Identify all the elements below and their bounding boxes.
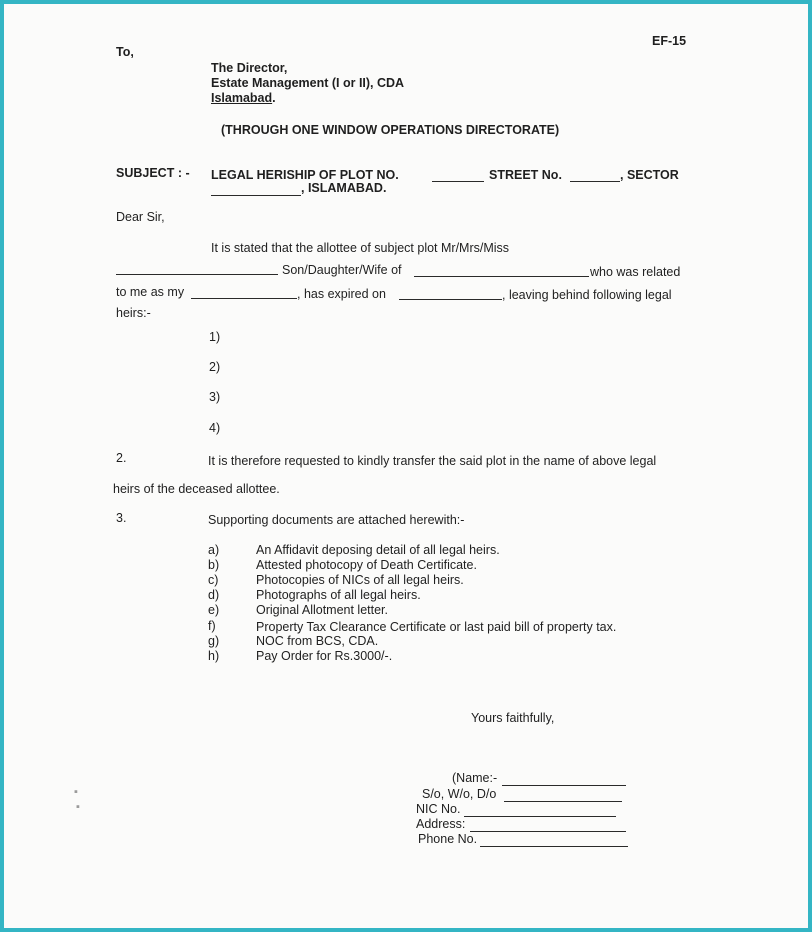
signature-address-label: Address: [416,817,466,831]
para1-line-4: heirs:- [116,306,151,320]
heir-3: 3) [209,390,221,404]
signature-address-blank [470,831,626,832]
to-label: To, [116,45,134,59]
parent-name-blank [414,276,589,277]
subject-line-1a: LEGAL HERISHIP OF PLOT NO. [211,168,399,182]
form-code: EF-15 [652,34,687,48]
heir-1: 1) [209,330,221,344]
doc-b-letter: b) [208,558,220,572]
doc-h-text: Pay Order for Rs.3000/-. [256,649,393,663]
para3-line-1: Supporting documents are attached herewith:- [208,513,465,527]
para1-line-3c: , leaving behind following legal [502,288,672,302]
doc-h-letter: h) [208,649,220,663]
para2-line-1: It is therefore requested to kindly transfer the said plot in the name of above legal [208,454,657,468]
doc-a-letter: a) [208,543,220,557]
para1-line-1: It is stated that the allottee of subject plot Mr/Mrs/Miss [211,241,510,255]
plot-no-blank [432,181,484,182]
para1-line-3b: , has expired on [297,287,386,301]
para2-number: 2. [116,451,127,465]
doc-c-text: Photocopies of NICs of all legal heirs. [256,573,464,587]
document-page [4,4,808,928]
doc-f-text: Property Tax Clearance Certificate or last paid bill of property tax. [256,620,617,634]
doc-g-letter: g) [208,634,220,648]
heir-2: 2) [209,360,221,374]
closing: Yours faithfully, [471,711,555,725]
doc-g-text: NOC from BCS, CDA. [256,634,379,648]
signature-phone-blank [480,846,628,847]
allottee-name-blank [116,274,278,275]
signature-phone-label: Phone No. [418,832,478,846]
doc-c-letter: c) [208,573,219,587]
para1-line-2b: who was related [590,265,681,279]
street-no-blank [570,181,620,182]
expiry-date-blank [399,299,502,300]
salutation: Dear Sir, [116,210,165,224]
doc-a-text: An Affidavit deposing detail of all legal heirs. [256,543,500,557]
para3-number: 3. [116,511,127,525]
sector-blank [211,195,301,196]
para1-line-2a: Son/Daughter/Wife of [282,263,402,277]
signature-name-label: (Name:- [452,771,498,785]
doc-e-text: Original Allotment letter. [256,603,389,617]
addressee-line-3 [211,91,276,106]
para2-line-2: heirs of the deceased allottee. [113,482,280,496]
addressee-city: Islamabad [211,91,273,105]
subject-line-1c: , SECTOR [620,168,679,182]
signature-parent-label: S/o, W/o, D/o [422,787,497,801]
doc-e-letter: e) [208,603,220,617]
doc-f-letter: f) [208,619,216,633]
signature-parent-blank [504,801,622,802]
para1-line-3a: to me as my [116,285,185,299]
addressee-line-1: The Director, [211,61,288,75]
subject-label: SUBJECT : - [116,166,190,180]
signature-nic-label: NIC No. [416,802,461,816]
heir-4: 4) [209,421,221,435]
subject-line-2: , ISLAMABAD. [301,181,387,195]
binder-mark-icon: ▪ [74,786,78,798]
signature-name-blank [502,785,626,786]
binder-mark-icon: ▪ [76,801,80,813]
addressee-city-dot: . [272,91,276,105]
addressee-line-2: Estate Management (I or II), CDA [211,76,405,90]
relation-blank [191,298,297,299]
through-line: (THROUGH ONE WINDOW OPERATIONS DIRECTORATE) [221,123,560,137]
doc-d-text: Photographs of all legal heirs. [256,588,421,602]
doc-b-text: Attested photocopy of Death Certificate. [256,558,477,572]
subject-line-1b: STREET No. [489,168,562,182]
doc-d-letter: d) [208,588,220,602]
signature-nic-blank [464,816,616,817]
